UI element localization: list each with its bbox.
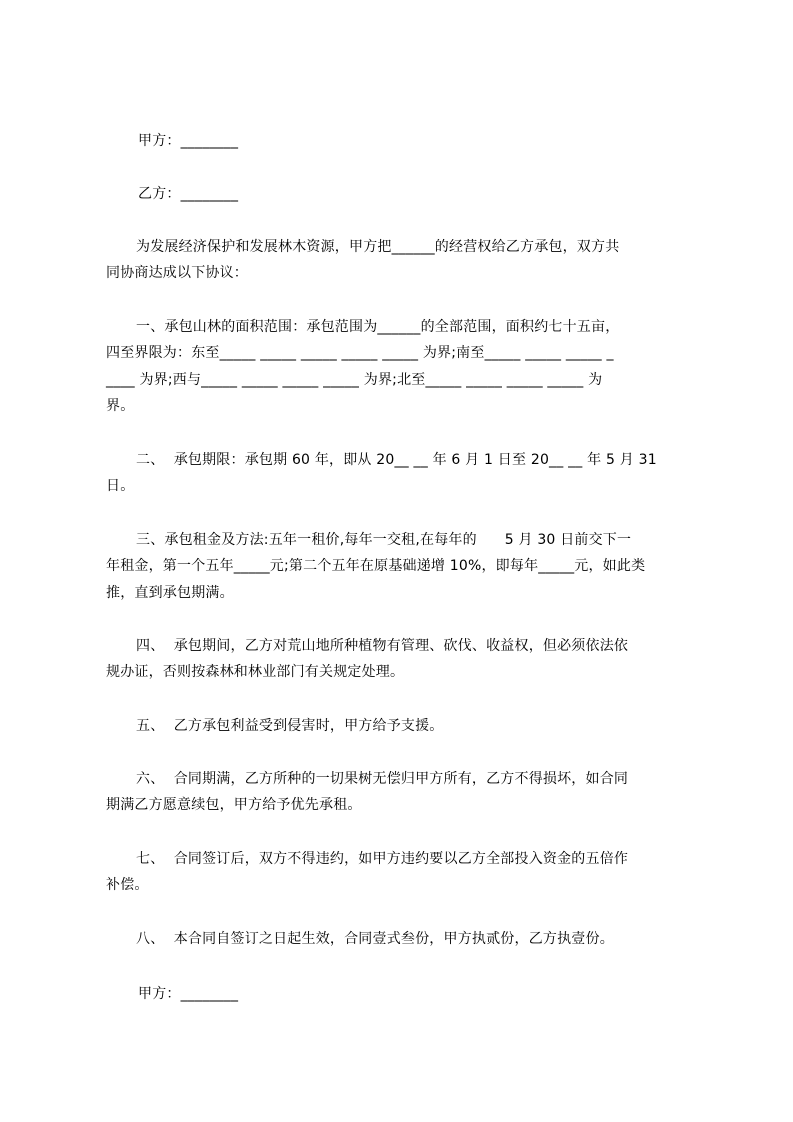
party-a-signature-top: 甲方：________: [138, 133, 239, 149]
clause-8-line-1: 八、 本合同自签订之日起生效，合同壹式叁份，甲方执贰份，乙方执壹份。: [136, 931, 614, 947]
clause-6-line-2: 期满乙方愿意续包，甲方给予优先承租。: [106, 797, 362, 813]
clause-1-line-4: 界。: [106, 398, 135, 414]
clause-1-line-2: 四至界限为：东至_____ _____ _____ _____ _____ 为界;南至_____ _____ _____ _: [106, 345, 614, 361]
clause-2-line-1: 二、 承包期限：承包期 60 年，即从 20__ __ 年 6 月 1 日至 20__ __ 年 5 月 31: [136, 452, 657, 468]
clause-4-line-2: 规办证，否则按森林和林业部门有关规定处理。: [106, 664, 405, 680]
intro-line-2: 同协商达成以下协议：: [106, 265, 248, 281]
clause-3-line-1: 三、承包租金及方法:五年一租价,每年一交租,在每年的 5 月 30 日前交下一: [136, 532, 632, 548]
clause-7-line-2: 补偿。: [106, 877, 149, 893]
party-b-signature-top: 乙方：________: [138, 186, 239, 202]
clause-7-line-1: 七、 合同签订后，双方不得违约，如甲方违约要以乙方全部投入资金的五倍作: [136, 851, 629, 867]
clause-1-line-3: ____ 为界;西与_____ _____ _____ _____ 为界;北至_____ _____ _____ _____ 为: [106, 372, 603, 388]
party-a-signature-bottom: 甲方：________: [138, 986, 239, 1002]
clause-1-line-1: 一、承包山林的面积范围：承包范围为______的全部范围，面积约七十五亩，: [136, 319, 620, 335]
clause-4-line-1: 四、 承包期间，乙方对荒山地所种植物有管理、砍伐、收益权，但必须依法依: [136, 638, 629, 654]
clause-5-line-1: 五、 乙方承包利益受到侵害时，甲方给予支援。: [136, 718, 444, 734]
intro-line-1: 为发展经济保护和发展林木资源，甲方把______的经营权给乙方承包，双方共: [136, 239, 620, 255]
clause-3-line-2: 年租金，第一个五年_____元;第二个五年在原基础递增 10%，即每年_____元，如此类: [106, 558, 646, 574]
clause-2-line-2: 日。: [106, 478, 135, 494]
clause-3-line-3: 推，直到承包期满。: [106, 585, 234, 601]
clause-6-line-1: 六、 合同期满，乙方所种的一切果树无偿归甲方所有，乙方不得损坏，如合同: [136, 771, 629, 787]
